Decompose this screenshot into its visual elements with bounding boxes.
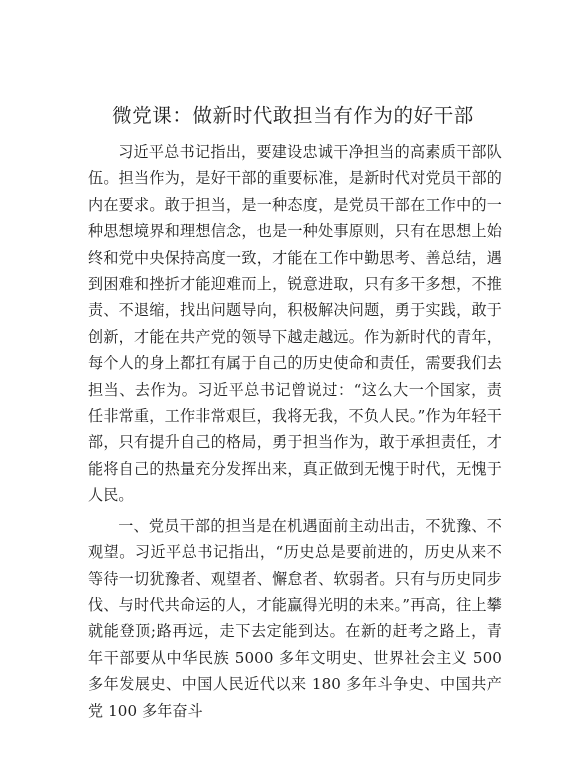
body-paragraph-2: 一、党员干部的担当是在机遇面前主动出击，不犹豫、不观望。习近平总书记指出，“历史总是要前进的，历史从来不等待一切犹豫者、观望者、懈怠者、软弱者。只有与历史同步伐、与时代共命运的人，才能赢得光明的未来。”再高，往上攀就能登顶;路再远，走下去定能到达。在新的赶考之路上，青年干部要从中华民族 5000 多年文明史、世界社会主义 500 多年发展史、中国人民近代以来 180 多年斗争史、中国共产党 100 多年奋斗 (88, 516, 502, 720)
document-title: 微党课：做新时代敢担当有作为的好干部 (112, 104, 474, 127)
document-body (88, 139, 502, 724)
body-paragraph-1: 习近平总书记指出，要建设忠诚干净担当的高素质干部队伍。担当作为，是好干部的重要标准，是新时代对党员干部的内在要求。敢于担当，是一种态度，是党员干部在工作中的一种思想境界和理想信念，也是一种处事原则，只有在思想上始终和党中央保持高度一致，才能在工作中勤思考、善总结，遇到困难和挫折才能迎难而上，锐意进取，只有多干多想，不推责、不退缩，找出问题导向，积极解决问题，勇于实践，敢于创新，才能在共产党的领导下越走越远。作为新时代的青年，每个人的身上都扛有属于自己的历史使命和责任，需要我们去担当、去作为。习近平总书记曾说过：“这么大一个国家，责任非常重，工作非常艰巨，我将无我，不负人民。”作为年轻干部，只有提升自己的格局，勇于担当作为，敢于承担责任，才能将自己的热量充分发挥出来，真正做到无愧于时代，无愧于人民。 (88, 143, 502, 505)
